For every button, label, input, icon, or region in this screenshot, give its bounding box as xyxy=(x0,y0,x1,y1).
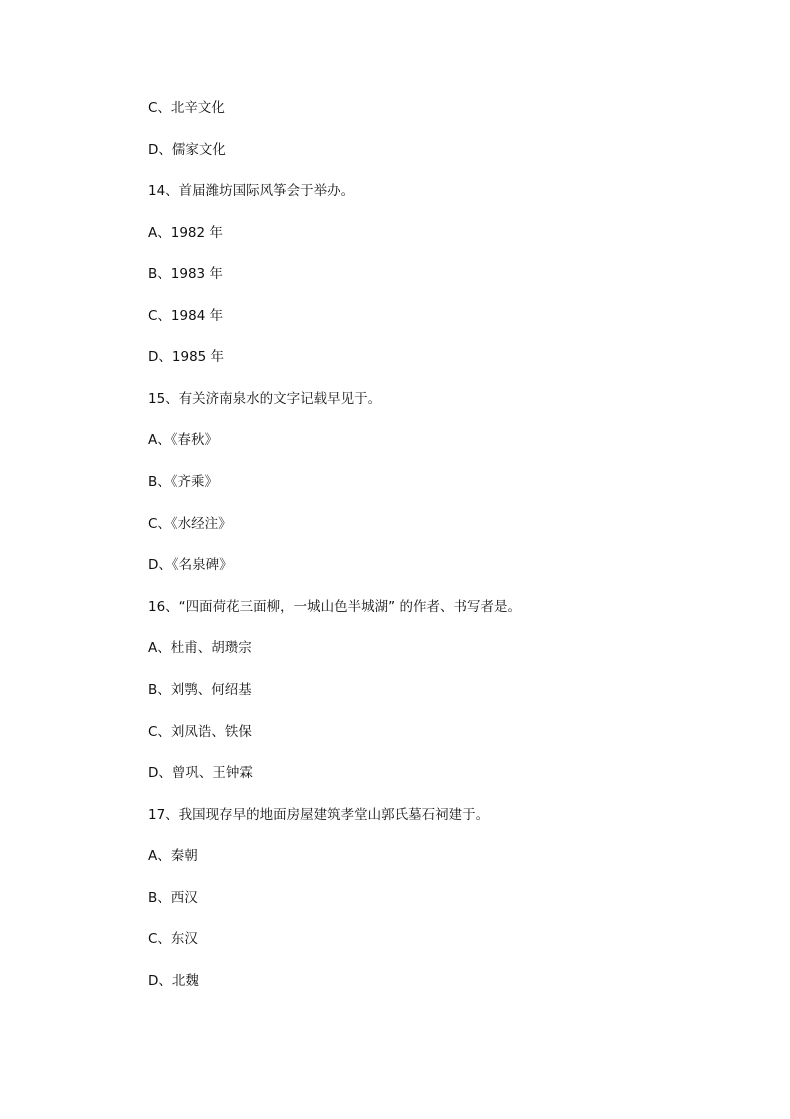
option-b-q15: B、《齐乘》 xyxy=(148,474,219,490)
option-a-q14: A、1982 年 xyxy=(148,225,223,241)
option-d-q17: D、北魏 xyxy=(148,973,199,989)
option-d-q13: D、儒家文化 xyxy=(148,142,226,158)
option-d-q14: D、1985 年 xyxy=(148,349,225,365)
option-c-q17: C、东汉 xyxy=(148,931,198,947)
option-d-q16: D、曾巩、王钟霖 xyxy=(148,765,253,781)
question-15: 15、有关济南泉水的文字记载早见于。 xyxy=(148,391,382,407)
option-c-q13: C、北辛文化 xyxy=(148,100,225,116)
option-a-q16: A、杜甫、胡瓒宗 xyxy=(148,640,252,656)
option-b-q17: B、西汉 xyxy=(148,890,198,906)
question-16: 16、“四面荷花三面柳，一城山色半城湖” 的作者、书写者是。 xyxy=(148,599,521,615)
option-b-q16: B、刘鹗、何绍基 xyxy=(148,682,252,698)
option-a-q15: A、《春秋》 xyxy=(148,432,218,448)
question-14: 14、首届潍坊国际风筝会于举办。 xyxy=(148,183,355,199)
option-c-q15: C、《水经注》 xyxy=(148,516,232,532)
option-b-q14: B、1983 年 xyxy=(148,266,223,282)
option-c-q16: C、刘凤诰、铁保 xyxy=(148,724,252,740)
option-a-q17: A、秦朝 xyxy=(148,848,198,864)
option-c-q14: C、1984 年 xyxy=(148,308,224,324)
question-17: 17、我国现存早的地面房屋建筑孝堂山郭氏墓石祠建于。 xyxy=(148,807,490,823)
option-d-q15: D、《名泉碑》 xyxy=(148,557,233,573)
